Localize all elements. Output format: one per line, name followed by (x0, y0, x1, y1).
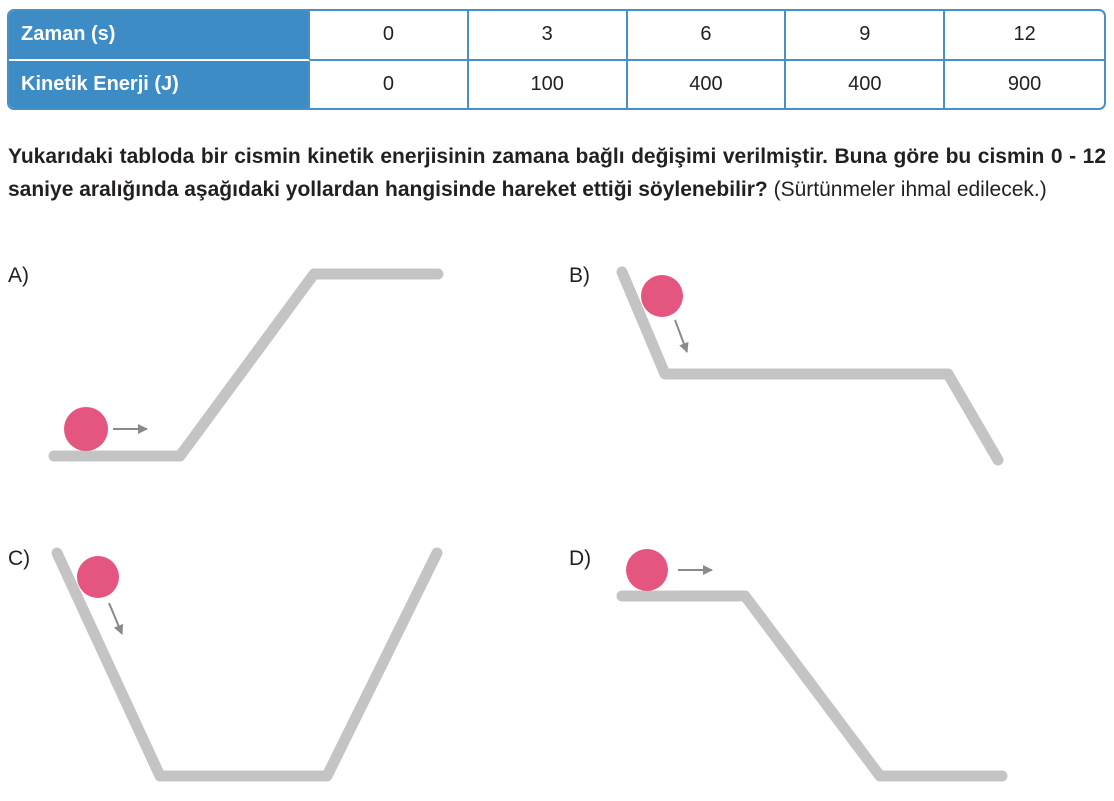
ball-b (641, 275, 683, 317)
option-b-figure[interactable] (622, 272, 998, 460)
option-a-label[interactable]: A) (8, 264, 29, 287)
option-b-label[interactable]: B) (569, 264, 590, 287)
option-a-figure[interactable] (54, 274, 438, 456)
ball-d (626, 549, 668, 591)
table-row-header: Zaman (s) (9, 11, 310, 61)
option-d-figure[interactable] (622, 549, 1002, 776)
table-cell: 0 (310, 11, 469, 61)
option-c-label[interactable]: C) (8, 547, 31, 570)
table-row-header: Kinetik Enerji (J) (9, 61, 310, 109)
ball-a (64, 407, 108, 451)
option-d-label[interactable]: D) (569, 547, 592, 570)
question-note: (Sürtünmeler ihmal edilecek.) (767, 178, 1047, 201)
table-cell: 400 (786, 61, 945, 109)
arrow-b (675, 320, 687, 352)
arrow-c (109, 603, 122, 634)
ball-c (77, 556, 119, 598)
track-d (622, 596, 1002, 776)
table-cell: 0 (310, 61, 469, 109)
table-cell: 6 (628, 11, 787, 61)
table-cell: 100 (469, 61, 628, 109)
table-cell: 900 (1007, 72, 1042, 95)
table-cell: 3 (469, 11, 628, 61)
option-c-figure[interactable] (57, 553, 437, 776)
table-cell: 400 (628, 61, 787, 109)
track-a (54, 274, 438, 456)
question-bold: Yukarıdaki tabloda bir cismin kinetik enerjisinin zamana bağlı değişimi verilmiştir. Buna göre bu cismin 0 - 12 saniye aralığında aşağıdaki yollardan hangisinde hareket ettiği söylenebilir? (8, 145, 1106, 201)
table-cell: 12 (945, 11, 1104, 61)
table-cell: 9 (786, 11, 945, 61)
